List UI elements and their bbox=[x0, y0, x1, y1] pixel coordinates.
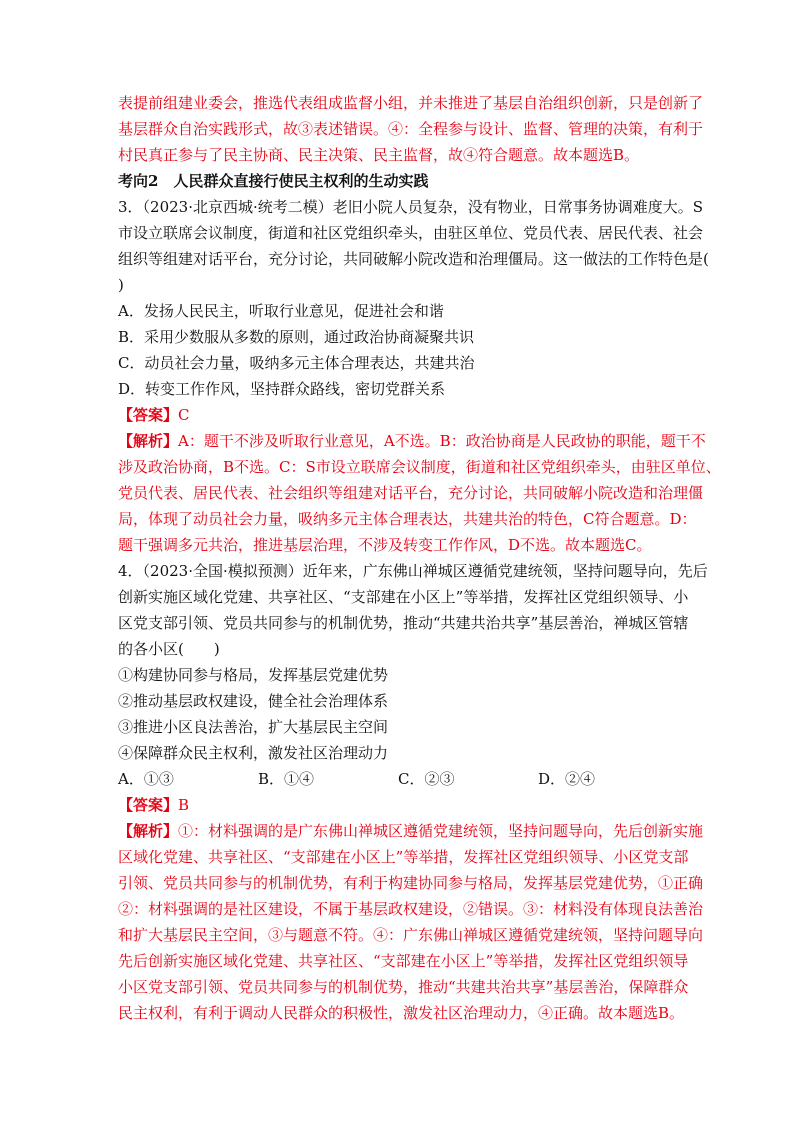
choice-c: C．②③ bbox=[398, 770, 455, 788]
analysis-line: 民主权利，有利于调动人民群众的积极性，激发社区治理动力，④正确。故本题选B。 bbox=[118, 1004, 685, 1022]
question-stem-line: 区党支部引领、党员共同参与的机制优势，推动“共建共治共享”基层善治，禅城区管辖 bbox=[118, 614, 689, 632]
option-c: C．动员社会力量，吸纳多元主体合理表达，共建共治 bbox=[118, 354, 475, 372]
analysis-line: 先后创新实施区域化党建、共享社区、“支部建在小区上”等举措，发挥社区党组织领导 bbox=[118, 952, 689, 970]
choice-d: D．②④ bbox=[538, 770, 596, 788]
analysis-label: 【解析】 bbox=[118, 432, 179, 450]
analysis-line: 小区党支部引领、党员共同参与的机制优势，推动“共建共治共享”基层善治，保障群众 bbox=[118, 978, 689, 996]
question-stem-line: 创新实施区域化党建、共享社区、“支部建在小区上”等举措，发挥社区党组织领导、小 bbox=[118, 588, 689, 606]
option-b: B．采用少数服从多数的原则，通过政治协商凝聚共识 bbox=[118, 328, 475, 346]
question-stem-line: ) bbox=[118, 276, 124, 294]
analysis-line: 表提前组建业委会，推选代表组成监督小组，并未推进了基层自治组织创新，只是创新了 bbox=[118, 94, 704, 112]
answer-value: B bbox=[178, 796, 190, 814]
statement-4: ④保障群众民主权利，激发社区治理动力 bbox=[118, 744, 389, 762]
choice-b: B．①④ bbox=[258, 770, 315, 788]
analysis-line: 局，体现了动员社会力量，吸纳多元主体合理表达，共建共治的特色，C符合题意。D： bbox=[118, 510, 697, 528]
statement-1: ①构建协同参与格局，发挥基层党建优势 bbox=[118, 666, 389, 684]
document-page bbox=[118, 90, 721, 1026]
answer-row bbox=[118, 402, 688, 428]
question-stem-line: 组织等组建对话平台，充分讨论，共同破解小院改造和治理僵局。这一做法的工作特色是( bbox=[118, 250, 709, 268]
answer-row bbox=[118, 792, 688, 818]
question-stem-line: 4．（2023·全国·模拟预测）近年来，广东佛山禅城区遵循党建统领，坚持问题导向，先后 bbox=[118, 562, 708, 580]
analysis-line: ①：材料强调的是广东佛山禅城区遵循党建统领，坚持问题导向，先后创新实施 bbox=[178, 822, 704, 840]
analysis-line: ②：材料强调的是社区建设，不属于基层政权建设，②错误。③：材料没有体现良法善治 bbox=[118, 900, 704, 918]
question-stem-line: 3．（2023·北京西城·统考二模）老旧小院人员复杂，没有物业，日常事务协调难度大。S bbox=[118, 198, 704, 216]
answer-value: C bbox=[178, 406, 190, 424]
analysis-line: A：题干不涉及听取行业意见，A不选。B：政治协商是人民政协的职能，题干不 bbox=[178, 432, 706, 450]
statement-2: ②推动基层政权建设，健全社会治理体系 bbox=[118, 692, 389, 710]
analysis-line: 和扩大基层民主空间，③与题意不符。④：广东佛山禅城区遵循党建统领，坚持问题导向 bbox=[118, 926, 704, 944]
statement-3: ③推进小区良法善治，扩大基层民主空间 bbox=[118, 718, 389, 736]
option-d: D．转变工作作风，坚持群众路线，密切党群关系 bbox=[118, 380, 446, 398]
question-4 bbox=[118, 558, 708, 1026]
analysis-line: 村民真正参与了民主协商、民主决策、民主监督，故④符合题意。故本题选B。 bbox=[118, 146, 640, 164]
analysis-row bbox=[118, 428, 706, 454]
analysis-line: 基层群众自治实践形式，故③表述错误。④：全程参与设计、监督、管理的决策，有利于 bbox=[118, 120, 704, 138]
analysis-label: 【解析】 bbox=[118, 822, 179, 840]
question-stem-line: 市设立联席会议制度，街道和社区党组织牵头，由驻区单位、党员代表、居民代表、社会 bbox=[118, 224, 704, 242]
analysis-line: 党员代表、居民代表、社会组织等组建对话平台，充分讨论，共同破解小院改造和治理僵 bbox=[118, 484, 704, 502]
analysis-row bbox=[118, 818, 704, 844]
option-a: A．发扬人民民主，听取行业意见，促进社会和谐 bbox=[118, 302, 444, 320]
analysis-line: 题干强调多元共治，推进基层治理，不涉及转变工作作风，D不选。故本题选C。 bbox=[118, 536, 652, 554]
answer-label: 【答案】 bbox=[118, 796, 179, 814]
answer-label: 【答案】 bbox=[118, 406, 179, 424]
analysis-line: 涉及政治协商，B不选。C：S市设立联席会议制度，街道和社区党组织牵头，由驻区单位、 bbox=[118, 458, 721, 476]
choice-a: A．①③ bbox=[118, 770, 174, 788]
analysis-line: 引领、党员共同参与的机制优势，有利于构建协同参与格局，发挥基层党建优势，①正确 bbox=[118, 874, 704, 892]
question-stem-line: 的各小区( ) bbox=[118, 640, 220, 658]
previous-analysis bbox=[118, 90, 704, 168]
choices-row bbox=[118, 766, 688, 792]
question-3 bbox=[118, 194, 721, 558]
section-heading: 考向2 人民群众直接行使民主权利的生动实践 bbox=[118, 172, 429, 190]
analysis-line: 区域化党建、共享社区、“支部建在小区上”等举措，发挥社区党组织领导、小区党支部 bbox=[118, 848, 689, 866]
